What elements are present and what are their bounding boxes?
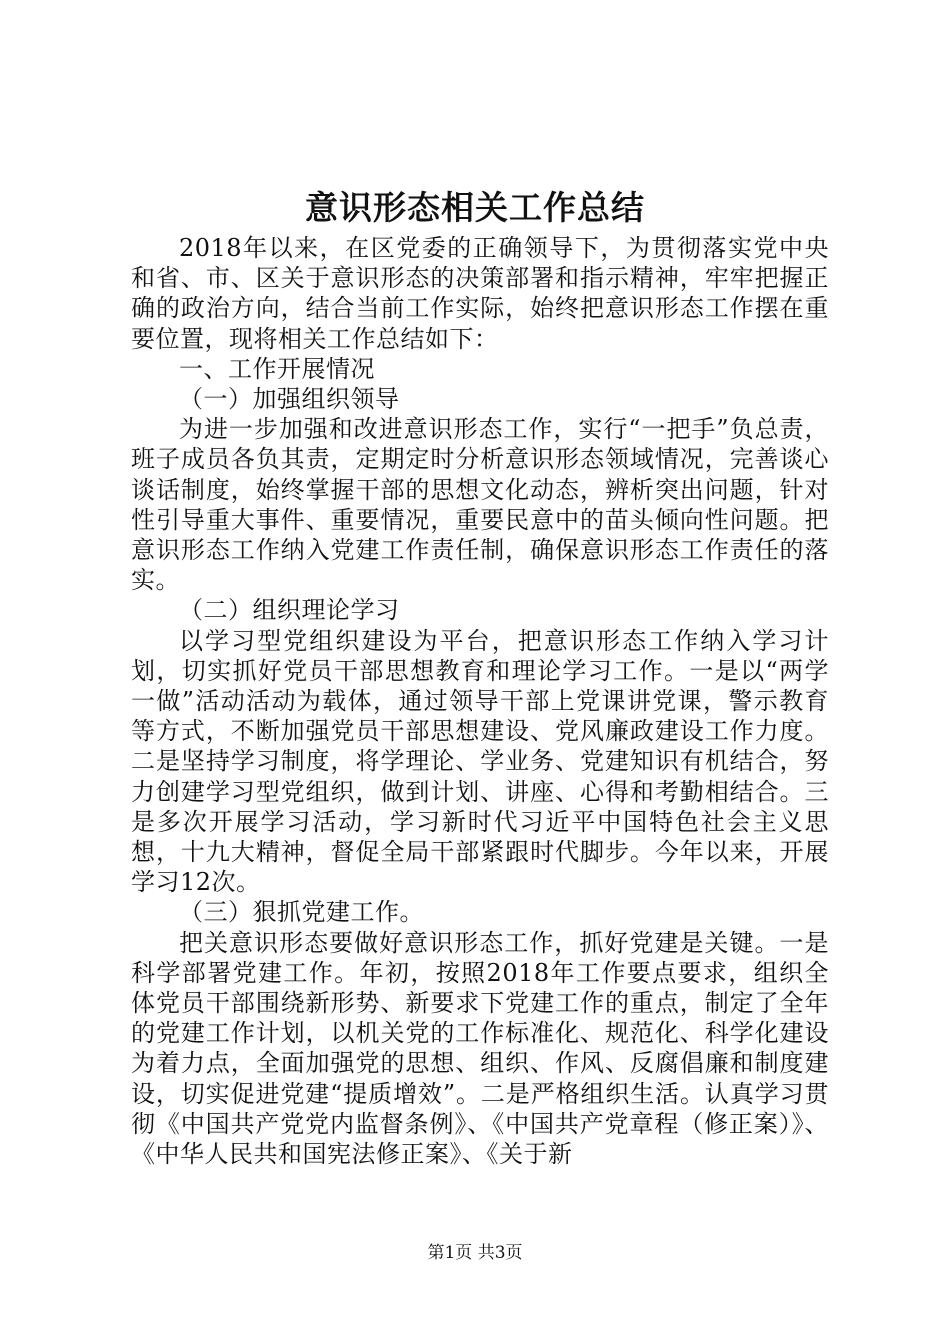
page-footer: 第1页 共3页 bbox=[427, 1243, 523, 1263]
section-heading-1: 一、工作开展情况 bbox=[179, 354, 375, 383]
document-body bbox=[131, 233, 829, 1169]
paragraph-party-building: 把关意识形态要做好意识形态工作，抓好党建是关键。一是科学部署党建工作。年初，按照2018年工作要点要求，组织全体党员干部围绕新形势、新要求下党建工作的重点，制定了全年的党建工作计划，以机关党的工作标准化、规范化、科学化建设为着力点，全面加强党的思想、组织、作风、反腐倡廉和制度建设，切实促进党建“提质增效”。二是严格组织生活。认真学习贯彻《中国共产党党内监督条例》、《中国共产党章程（修正案）》、《中华人民共和国宪法修正案》、《关于新 bbox=[131, 928, 829, 1169]
document-title: 意识形态相关工作总结 bbox=[305, 188, 645, 227]
paragraph-intro: 2018年以来，在区党委的正确领导下，为贯彻落实党中央和省、市、区关于意识形态的决策部署和指示精神，牢牢把握正确的政治方向，结合当前工作实际，始终把意识形态工作摆在重要位置，现将相关工作总结如下： bbox=[131, 234, 829, 353]
subsection-heading-2: （二）组织理论学习 bbox=[179, 596, 400, 625]
subsection-heading-1: （一）加强组织领导 bbox=[179, 385, 400, 414]
paragraph-organization: 为进一步加强和改进意识形态工作，实行“一把手”负总责，班子成员各负其责，定期定时分析意识形态领域情况，完善谈心谈话制度，始终掌握干部的思想文化动态，辨析突出问题，针对性引导重大事件、重要情况，重要民意中的苗头倾向性问题。把意识形态工作纳入党建工作责任制，确保意识形态工作责任的落实。 bbox=[131, 415, 829, 595]
subsection-heading-3: （三）狠抓党建工作。 bbox=[179, 898, 424, 927]
paragraph-study: 以学习型党组织建设为平台，把意识形态工作纳入学习计划，切实抓好党员干部思想教育和理论学习工作。一是以“两学一做”活动活动为载体，通过领导干部上党课讲党课，警示教育等方式，不断加强党员干部思想建设、党风廉政建设工作力度。二是坚持学习制度，将学理论、学业务、党建知识有机结合，努力创建学习型党组织，做到计划、讲座、心得和考勤相结合。三是多次开展学习活动，学习新时代习近平中国特色社会主义思想，十九大精神，督促全局干部紧跟时代脚步。今年以来，开展学习12次。 bbox=[131, 626, 829, 897]
